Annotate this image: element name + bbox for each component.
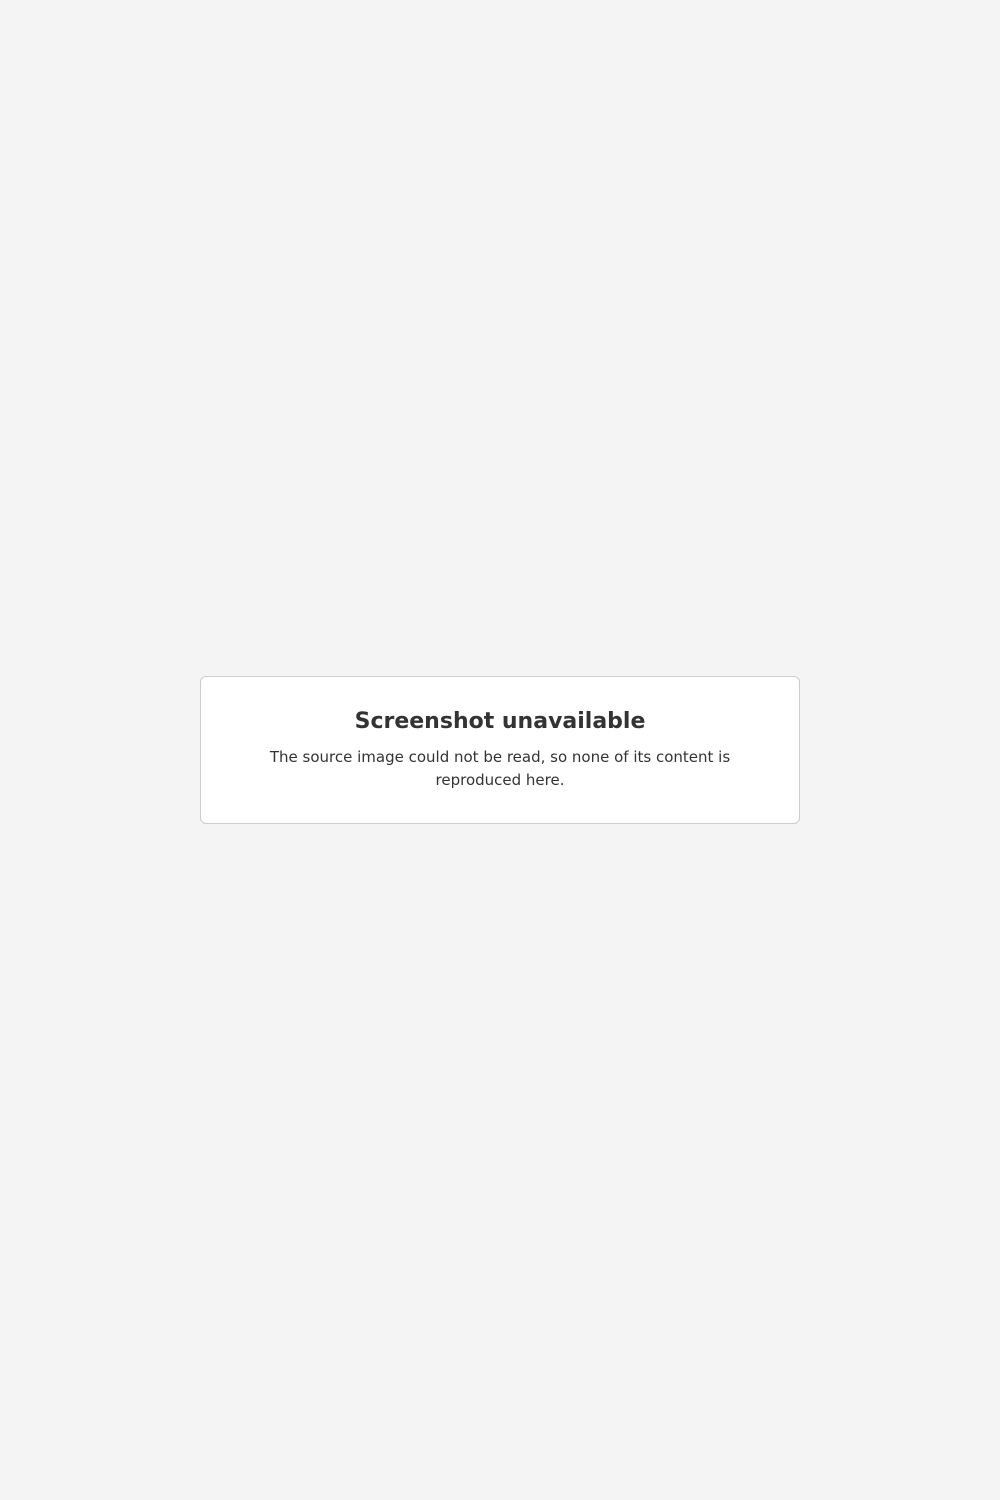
notice-body: The source image could not be read, so none of its content is reproduced here. (269, 748, 731, 789)
notice-panel (200, 676, 800, 824)
notice-title: Screenshot unavailable (354, 709, 646, 734)
